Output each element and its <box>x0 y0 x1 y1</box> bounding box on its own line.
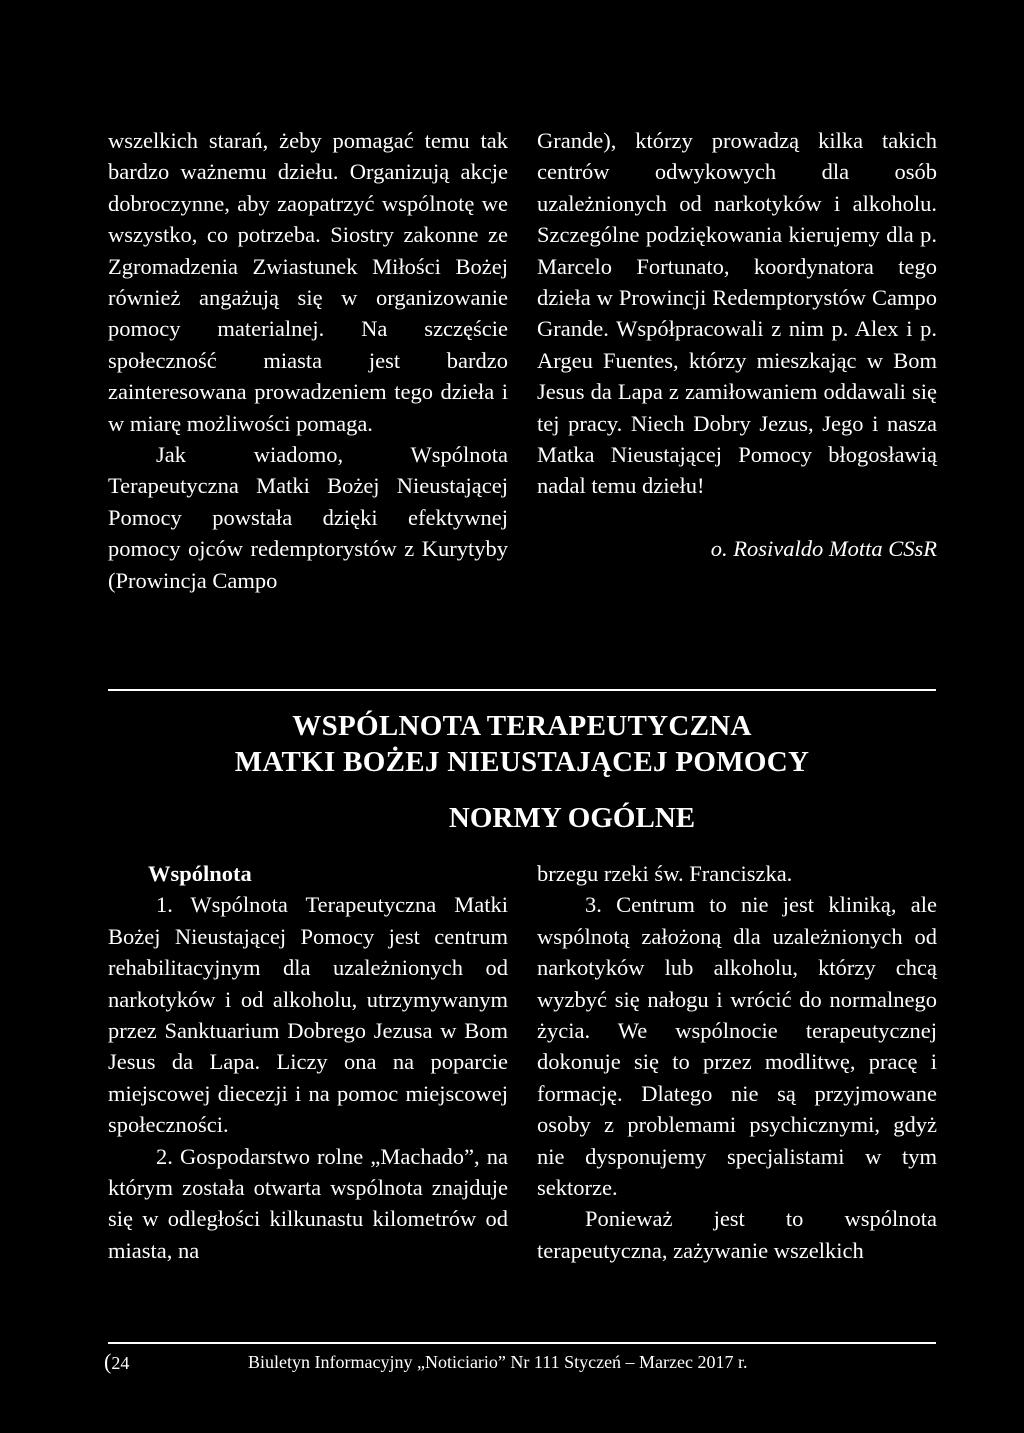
section-heading: Wspólnota <box>148 861 252 886</box>
paragraph: 3. Centrum to nie jest kliniką, ale wspólnotą założoną dla uzależnionych od narkotyków lub alkoholu, którzy chcą wyzbyć się nałogu i wrócić do normalnego życia. We wspólnocie terapeutycznej dokonuje się to przez modlitwę, pracę i formację. Dlatego nie są przyjmowane osoby z problemami psychicznymi, gdyż nie dysponujemy specjalistami w tym sektorze. <box>537 892 937 1201</box>
section-divider <box>108 689 936 691</box>
bracket-icon: ( <box>104 1349 112 1374</box>
paragraph: Jak wiadomo, Wspólnota Terapeutyczna Matki Bożej Nieustającej Pomocy powstała dzięki efektywnej pomocy ojców redemptorystów z Kurytyby (Prowincja Campo <box>108 442 508 593</box>
page-number <box>104 1350 129 1375</box>
paragraph: 2. Gospodarstwo rolne „Machado”, na którym została otwarta wspólnota znajduje się w odległości kilkunastu kilometrów od miasta, na <box>108 1143 508 1263</box>
footer-divider <box>108 1342 936 1344</box>
article-title-line-1: WSPÓLNOTA TERAPEUTYCZNA <box>292 710 752 742</box>
top-left-column <box>108 125 508 596</box>
paragraph: Ponieważ jest to wspólnota terapeutyczna, zażywanie wszelkich <box>537 1206 937 1263</box>
author-signature: o. Rosivaldo Motta CSsR <box>710 535 937 561</box>
paragraph: Grande), którzy prowadzą kilka takich centrów odwykowych dla osób uzależnionych od narkotyków i alkoholu. Szczególne podziękowania kierujemy dla p. Marcelo Fortunato, koordynatora tego dzieła w Prowincji Redemptorystów Campo Grande. Współpracowali z nim p. Alex i p. Argeu Fuentes, którzy mieszkając w Bom Jesus da Lapa z zamiłowaniem oddawali się tej pracy. Niech Dobry Jezus, Jego i nasza Matka Nieustającej Pomocy błogosławią nadal temu dziełu! <box>537 128 937 499</box>
article-subtitle: NORMY OGÓLNE <box>448 802 696 834</box>
bottom-left-column <box>108 858 508 1266</box>
bottom-right-column <box>537 858 937 1266</box>
top-right-column <box>537 125 937 564</box>
publication-info: Biuletyn Informacyjny „Noticiario” Nr 111 Styczeń – Marzec 2017 r. <box>248 1352 748 1372</box>
paragraph: wszelkich starań, żeby pomagać temu tak bardzo ważnemu dziełu. Organizują akcje dobroczynne, aby zaopatrzyć wspólnotę we wszystko, co potrzeba. Siostry zakonne ze Zgromadzenia Zwiastunek Miłości Bożej również angażują się w organizowanie pomocy materialnej. Na szczęście społeczność miasta jest bardzo zainteresowana prowadzeniem tego dzieła i w miarę możliwości pomaga. <box>108 128 508 436</box>
page-number-value: 24 <box>111 1353 130 1373</box>
paragraph: brzegu rzeki św. Franciszka. <box>537 861 793 886</box>
paragraph: 1. Wspólnota Terapeutyczna Matki Bożej Nieustającej Pomocy jest centrum rehabilitacyjnym dla uzależnionych od narkotyków i od alkoholu, utrzymywanym przez Sanktuarium Dobrego Jezusa w Bom Jesus da Lapa. Liczy ona na poparcie miejscowej diecezji i na pomoc miejscowej społeczności. <box>108 892 508 1138</box>
article-title-line-2: MATKI BOŻEJ NIEUSTAJĄCEJ POMOCY <box>234 746 810 778</box>
